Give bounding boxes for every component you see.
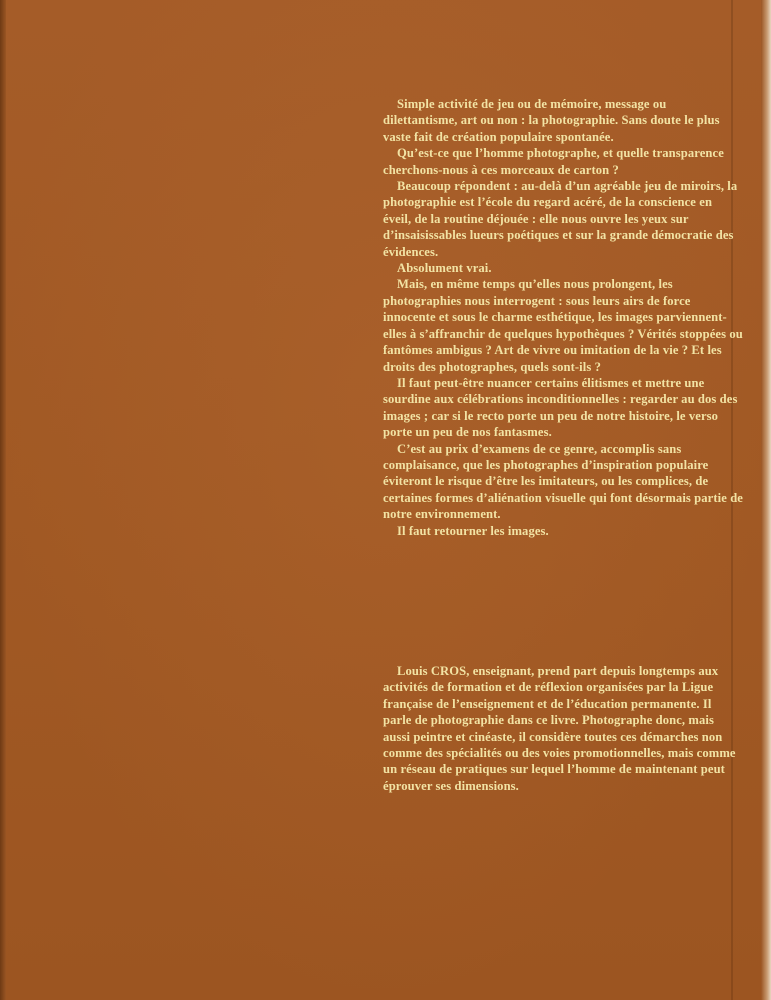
cover-left-edge: [0, 0, 6, 1000]
blurb-paragraph: Mais, en même temps qu’elles nous prolongent, les photographies nous interrogent : sous leurs airs de force innocente et sous le charme esthétique, les images parviennent-elles à s’affranchir de quelques hypothèques ? Vérités stoppées ou fantômes ambigus ? Art de vivre ou imitation de la vie ? Et les droits des photographes, quels sont-ils ?: [383, 277, 743, 374]
author-bio: [383, 663, 743, 794]
blurb-paragraph: Beaucoup répondent : au-delà d’un agréable jeu de miroirs, la photographie est l’école du regard acéré, de la conscience en éveil, de la routine déjouée : elle nous ouvre les yeux sur d’insaisissables lueurs poétiques et sur la grande démocratie des évidences.: [383, 179, 738, 259]
cover-right-edge: [761, 0, 771, 1000]
author-bio-paragraph: Louis CROS, enseignant, prend part depuis longtemps aux activités de formation et de réflexion organisées par la Ligue française de l’enseignement et de l’éducation permanente. Il parle de photographie dans ce livre. Photographe donc, mais aussi peintre et cinéaste, il considère toutes ces démarches non comme des spécialités ou des voies promotionnelles, mais comme un réseau de pratiques sur lequel l’homme de maintenant peut éprouver ses dimensions.: [383, 664, 736, 793]
blurb-paragraph: Il faut retourner les images.: [397, 523, 549, 538]
blurb-paragraph: C’est au prix d’examens de ce genre, accomplis sans complaisance, que les photographes d’inspiration populaire éviteront le risque d’être les imitateurs, ou les complices, de certaines formes d’aliénation visuelle qui font désormais partie de notre environnement.: [383, 441, 743, 522]
blurb-paragraph: Simple activité de jeu ou de mémoire, message ou dilettantisme, art ou non : la photographie. Sans doute le plus vaste fait de création populaire spontanée.: [383, 97, 720, 144]
blurb-paragraph: Absolument vrai.: [397, 261, 492, 276]
blurb-paragraph: Il faut peut-être nuancer certains élitismes et mettre une sourdine aux célébrations inconditionnelles : regarder au dos des images ; car si le recto porte un peu de notre histoire, le verso porte un peu de nos fantasmes.: [383, 375, 738, 440]
blurb-text: [383, 96, 743, 539]
blurb-paragraph: Qu’est-ce que l’homme photographe, et quelle transparence cherchons-nous à ces morceaux de carton ?: [383, 146, 724, 177]
